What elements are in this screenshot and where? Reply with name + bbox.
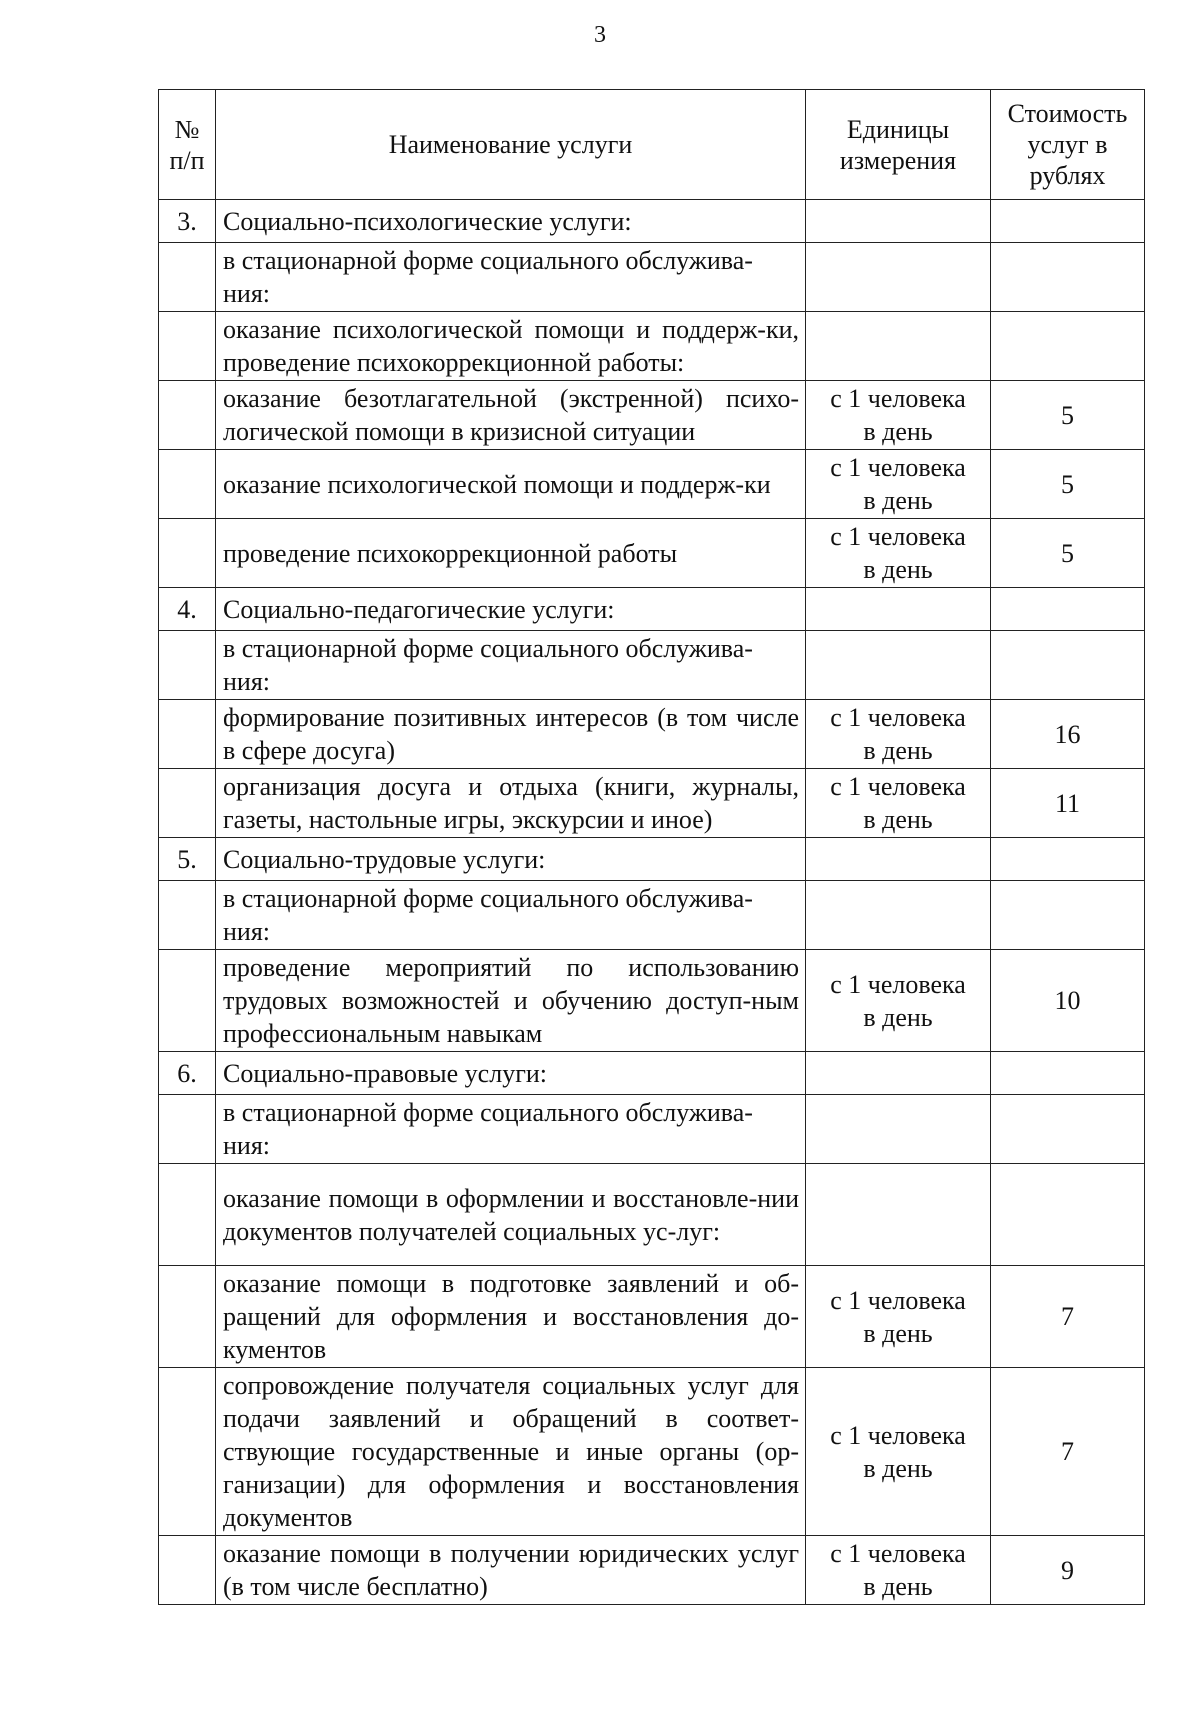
- row-number: 3.: [159, 200, 216, 243]
- unit-cell: с 1 человека в день: [806, 519, 991, 588]
- row-number: 6.: [159, 1052, 216, 1095]
- row-number: [159, 1536, 216, 1605]
- service-name: проведение психокоррекционной работы: [216, 519, 806, 588]
- service-name: оказание помощи в оформлении и восстановле-нии документов получателей социальных ус-луг:: [216, 1164, 806, 1266]
- service-name: Социально-психологические услуги:: [216, 200, 806, 243]
- table-row: [159, 1095, 1145, 1164]
- unit-cell: с 1 человека в день: [806, 769, 991, 838]
- unit-cell: с 1 человека в день: [806, 450, 991, 519]
- page-number: 3: [594, 22, 606, 48]
- cost-cell: [991, 200, 1145, 243]
- row-number: [159, 881, 216, 950]
- service-name: Социально-трудовые услуги:: [216, 838, 806, 881]
- header-number: № п/п: [159, 90, 216, 200]
- cost-cell: [991, 838, 1145, 881]
- cost-cell: 5: [991, 519, 1145, 588]
- table-row: [159, 881, 1145, 950]
- table-row: [159, 838, 1145, 881]
- row-number: [159, 950, 216, 1052]
- service-name-text: в стационарной форме социального обслужива- ния:: [223, 246, 753, 308]
- cost-cell: [991, 1052, 1145, 1095]
- cost-cell: [991, 881, 1145, 950]
- cost-cell: 11: [991, 769, 1145, 838]
- service-name: сопровождение получателя социальных услуг для подачи заявлений и обращений в соответ-ствующие государственные и иные органы (ор-ганизации) для оформления и восстановления документов: [216, 1368, 806, 1536]
- service-name: [216, 243, 806, 312]
- unit-cell: [806, 243, 991, 312]
- table-row: [159, 312, 1145, 381]
- table-row: [159, 243, 1145, 312]
- unit-cell: с 1 человека в день: [806, 1266, 991, 1368]
- unit-cell: [806, 1052, 991, 1095]
- service-name: оказание помощи в получении юридических услуг (в том числе бесплатно): [216, 1536, 806, 1605]
- row-number: [159, 519, 216, 588]
- table-row: [159, 1536, 1145, 1605]
- row-number: [159, 1266, 216, 1368]
- unit-cell: с 1 человека в день: [806, 700, 991, 769]
- cost-cell: 7: [991, 1266, 1145, 1368]
- unit-cell: [806, 881, 991, 950]
- services-price-table: [158, 89, 1145, 1605]
- unit-cell: [806, 588, 991, 631]
- table-row: [159, 450, 1145, 519]
- service-name: оказание психологической помощи и поддерж-ки, проведение психокоррекционной работы:: [216, 312, 806, 381]
- unit-cell: [806, 1095, 991, 1164]
- cost-cell: 9: [991, 1536, 1145, 1605]
- cost-cell: 5: [991, 381, 1145, 450]
- unit-cell: [806, 838, 991, 881]
- service-name: формирование позитивных интересов (в том числе в сфере досуга): [216, 700, 806, 769]
- cost-cell: 7: [991, 1368, 1145, 1536]
- service-name: [216, 631, 806, 700]
- row-number: [159, 631, 216, 700]
- table-row: [159, 950, 1145, 1052]
- cost-cell: [991, 588, 1145, 631]
- row-number: [159, 450, 216, 519]
- cost-cell: [991, 1164, 1145, 1266]
- header-service-name: Наименование услуги: [216, 90, 806, 200]
- unit-cell: [806, 200, 991, 243]
- table-row: [159, 519, 1145, 588]
- unit-cell: [806, 631, 991, 700]
- unit-cell: [806, 1164, 991, 1266]
- row-number: 5.: [159, 838, 216, 881]
- table-row: [159, 1164, 1145, 1266]
- cost-cell: [991, 312, 1145, 381]
- service-name: организация досуга и отдыха (книги, журналы, газеты, настольные игры, экскурсии и иное): [216, 769, 806, 838]
- service-name: проведение мероприятий по использованию трудовых возможностей и обучению доступ-ным профессиональным навыкам: [216, 950, 806, 1052]
- service-name-text: в стационарной форме социального обслужива- ния:: [223, 884, 753, 946]
- row-number: [159, 1164, 216, 1266]
- service-name: Социально-педагогические услуги:: [216, 588, 806, 631]
- cost-cell: [991, 631, 1145, 700]
- cost-cell: 5: [991, 450, 1145, 519]
- service-name-text: в стационарной форме социального обслужива- ния:: [223, 1098, 753, 1160]
- cost-cell: 10: [991, 950, 1145, 1052]
- row-number: 4.: [159, 588, 216, 631]
- table-row: [159, 1368, 1145, 1536]
- row-number: [159, 1368, 216, 1536]
- row-number: [159, 769, 216, 838]
- service-name: [216, 881, 806, 950]
- cost-cell: [991, 243, 1145, 312]
- service-name: [216, 1095, 806, 1164]
- service-name: оказание помощи в подготовке заявлений и об-ращений для оформления и восстановления до-кументов: [216, 1266, 806, 1368]
- header-cost: Стоимость услуг в рублях: [991, 90, 1145, 200]
- row-number: [159, 1095, 216, 1164]
- row-number: [159, 700, 216, 769]
- table-row: [159, 1052, 1145, 1095]
- row-number: [159, 312, 216, 381]
- table-row: [159, 588, 1145, 631]
- row-number: [159, 381, 216, 450]
- header-unit: Единицы измерения: [806, 90, 991, 200]
- unit-cell: с 1 человека в день: [806, 381, 991, 450]
- service-name: оказание безотлагательной (экстренной) психо-логической помощи в кризисной ситуации: [216, 381, 806, 450]
- table-row: [159, 631, 1145, 700]
- table-header-row: [159, 90, 1145, 200]
- unit-cell: с 1 человека в день: [806, 1368, 991, 1536]
- table-row: [159, 1266, 1145, 1368]
- service-name: Социально-правовые услуги:: [216, 1052, 806, 1095]
- service-name: оказание психологической помощи и поддерж-ки: [216, 450, 806, 519]
- cost-cell: [991, 1095, 1145, 1164]
- unit-cell: с 1 человека в день: [806, 1536, 991, 1605]
- unit-cell: с 1 человека в день: [806, 950, 991, 1052]
- table-row: [159, 200, 1145, 243]
- service-name-text: в стационарной форме социального обслужива- ния:: [223, 634, 753, 696]
- row-number: [159, 243, 216, 312]
- unit-cell: [806, 312, 991, 381]
- table-row: [159, 700, 1145, 769]
- table-row: [159, 769, 1145, 838]
- table-row: [159, 381, 1145, 450]
- cost-cell: 16: [991, 700, 1145, 769]
